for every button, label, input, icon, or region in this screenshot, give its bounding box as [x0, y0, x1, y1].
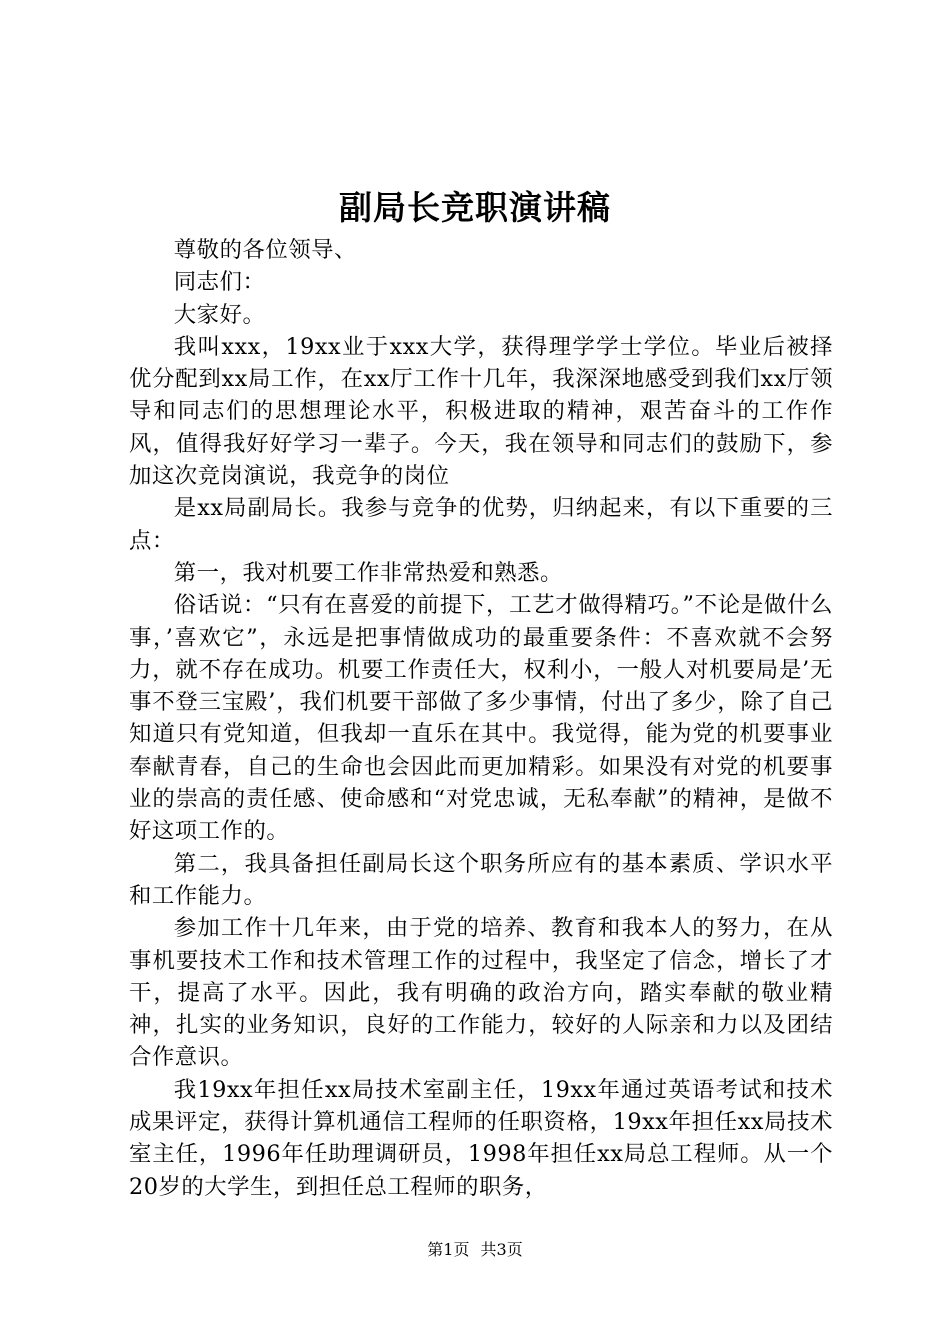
- paragraph-career-history: 我19xx年担任xx局技术室副主任，19xx年通过英语考试和技术成果评定，获得计算机通信工程师的任职资格，19xx年担任xx局技术室主任，1996年任助理调研员，1998年担任xx局总工程师。从一个20岁的大学生，到担任总工程师的职务，: [129, 1076, 833, 1200]
- paragraph-point-one-heading: 第一，我对机要工作非常热爱和熟悉。: [173, 559, 563, 586]
- paragraph-introduction: 我叫xxx，19xx业于xxx大学，获得理学学士学位。毕业后被择优分配到xx局工作，在xx厅工作十几年，我深深地感受到我们xx厅领导和同志们的思想理论水平，积极进取的精神，艰苦奋斗的工作作风，值得我好好学习一辈子。今天，我在领导和同志们的鼓励下，参加这次竞岗演说，我竞争的岗位: [129, 333, 833, 490]
- paragraph-salutation-1: 尊敬的各位领导、: [173, 237, 357, 263]
- paragraph-salutation-2: 同志们：: [173, 269, 266, 296]
- document-body: [129, 234, 833, 1203]
- page-number-current: 第1页: [427, 1240, 470, 1259]
- paragraph-position: 是xx局副局长。我参与竞争的优势，归纳起来，有以下重要的三点：: [129, 495, 833, 554]
- paragraph-greeting: 大家好。: [173, 301, 266, 328]
- paragraph-point-two-body: 参加工作十几年来，由于党的培养、教育和我本人的努力，在从事机要技术工作和技术管理工作的过程中，我坚定了信念，增长了才干，提高了水平。因此，我有明确的政治方向，踏实奉献的敬业精神，扎实的业务知识，良好的工作能力，较好的人际亲和力以及团结合作意识。: [129, 915, 833, 1071]
- paragraph-point-one-body: 俗话说：“只有在喜爱的前提下，工艺才做得精巧。”不论是做什么事，’喜欢它”，永远是把事情做成功的最重要条件：不喜欢就不会努力，就不存在成功。机要工作责任大，权利小，一般人对机要局是’无事不登三宝殿’，我们机要干部做了多少事情，付出了多少，除了自己知道只有党知道，但我却一直乐在其中。我觉得，能为党的机要事业奉献青春，自己的生命也会因此而更加精彩。如果没有对党的机要事业的崇高的责任感、使命感和“对党忠诚，无私奉献”的精神，是做不好这项工作的。: [129, 592, 833, 845]
- page-number-total: 共3页: [480, 1240, 523, 1259]
- paragraph-point-two-heading: 第二，我具备担任副局长这个职务所应有的基本素质、学识水平和工作能力。: [129, 850, 833, 909]
- page-footer: [0, 1238, 950, 1262]
- document-title: 副局长竞职演讲稿: [339, 188, 611, 227]
